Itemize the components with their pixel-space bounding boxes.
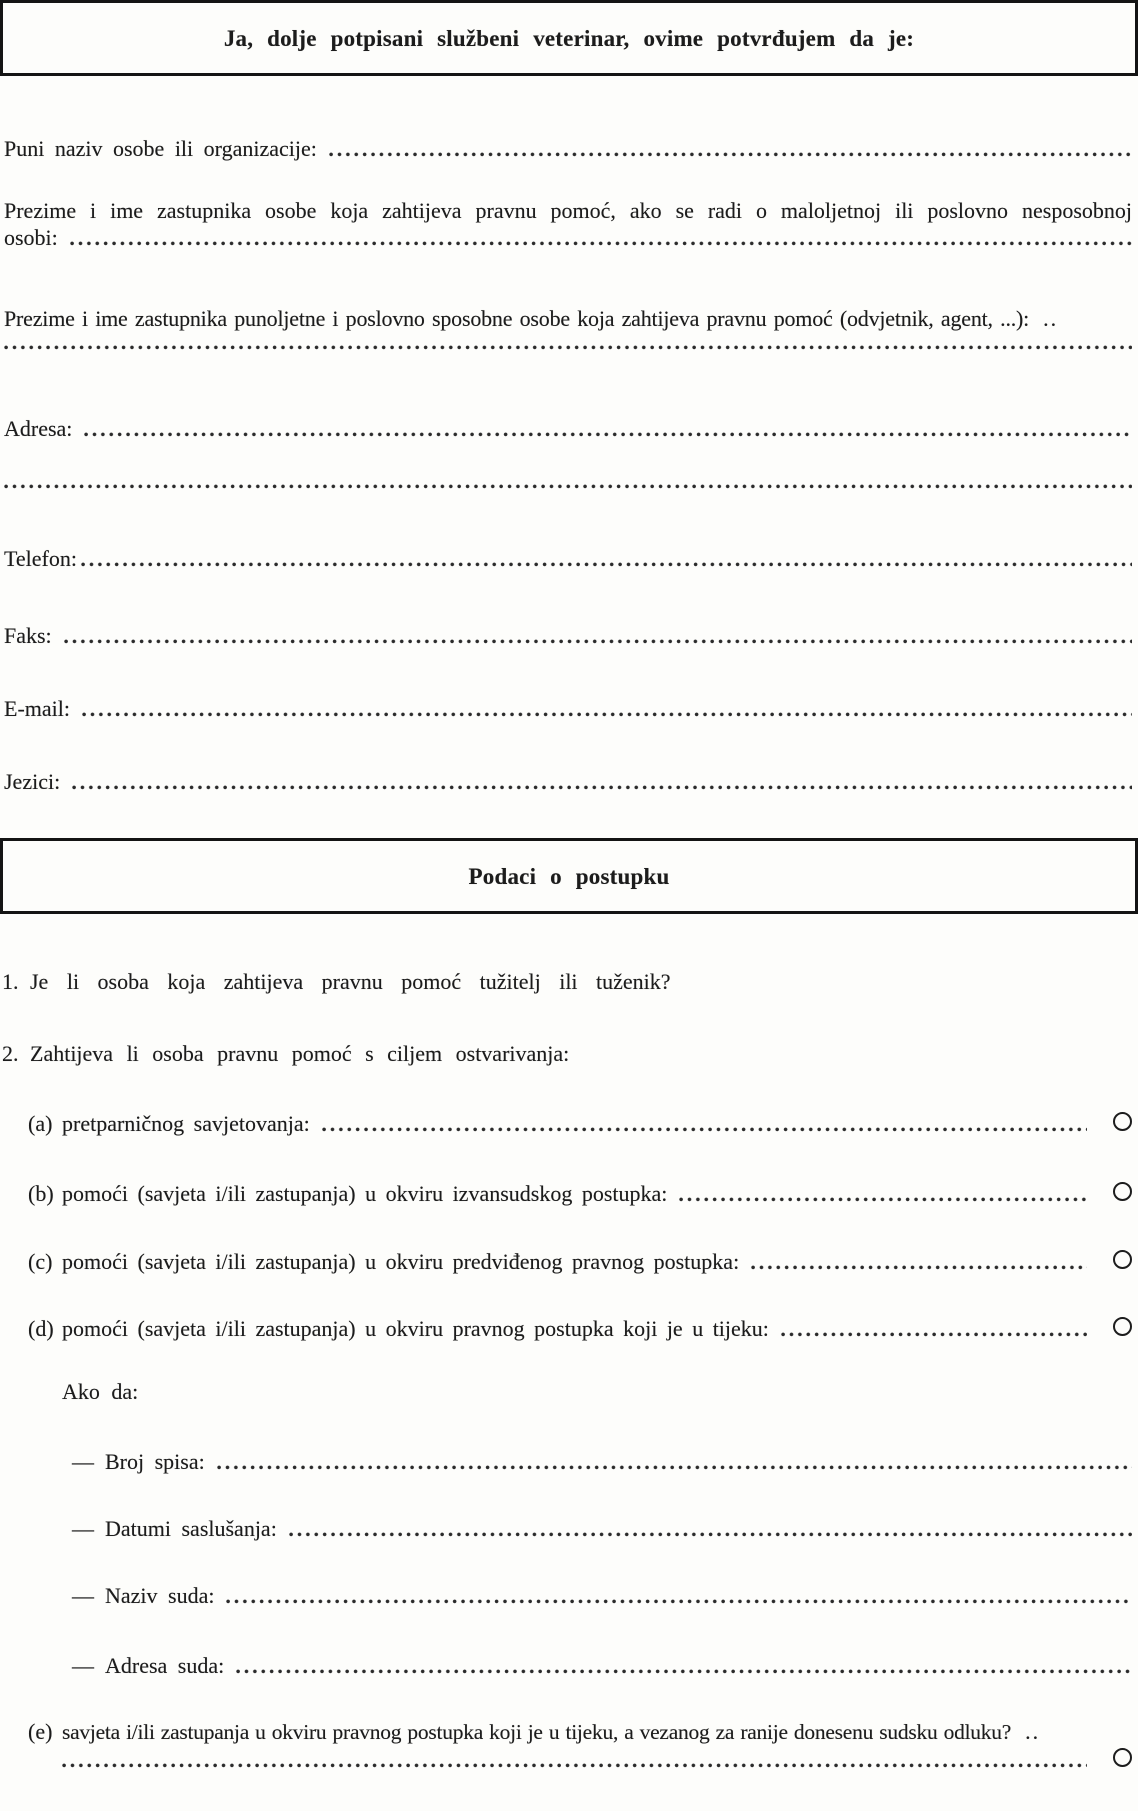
option-e-line1 xyxy=(28,1718,1132,1746)
field-phone xyxy=(4,545,1132,572)
adult-representative-trail-dots: .. xyxy=(1043,306,1059,331)
phone-input-line[interactable] xyxy=(81,561,1132,568)
address-input-line[interactable] xyxy=(84,431,1132,438)
dash-icon: — xyxy=(72,1653,94,1678)
adult-representative-label: Prezime i ime zastupnika punoljetne i poslovno sposobne osobe koja zahtijeva pravnu pomoć (odvjetnik, agent, ...): xyxy=(4,306,1030,331)
field-court-name-label: Naziv suda: xyxy=(105,1583,215,1608)
field-fax-label: Faks: xyxy=(4,623,52,648)
field-court-address-label: Adresa suda: xyxy=(105,1653,225,1678)
option-e-trail-dots: .. xyxy=(1025,1719,1041,1744)
address-input-line2[interactable] xyxy=(4,483,1132,490)
adult-representative-input-line[interactable] xyxy=(4,344,1132,351)
email-input-line[interactable] xyxy=(82,711,1132,718)
option-e-text: savjeta i/ili zastupanja u okviru pravnog postupka koji je u tijeku, a vezanog za ranije donesenu sudsku odluku? xyxy=(62,1720,1012,1744)
question-2-number: 2. xyxy=(2,1041,19,1066)
dash-icon: — xyxy=(72,1583,94,1608)
court-name-input-line[interactable] xyxy=(226,1598,1132,1605)
option-b-circle[interactable] xyxy=(1113,1182,1132,1201)
option-b xyxy=(28,1180,1132,1207)
field-languages xyxy=(4,768,1132,795)
dash-icon: — xyxy=(72,1516,94,1541)
option-b-input-line[interactable] xyxy=(679,1196,1087,1203)
field-languages-label: Jezici: xyxy=(4,769,61,794)
certify-header-title: Ja, dolje potpisani službeni veterinar, ovime potvrđujem da je: xyxy=(223,25,915,51)
field-minor-representative xyxy=(0,197,1138,251)
question-1 xyxy=(2,968,1132,995)
minor-representative-label2: osobi: xyxy=(4,225,58,250)
field-hearing-dates-label: Datumi saslušanja: xyxy=(105,1516,277,1541)
option-d-marker: (d) xyxy=(28,1316,54,1341)
question-1-text: Je li osoba koja zahtijeva pravnu pomoć tužitelj ili tuženik? xyxy=(30,969,671,994)
adult-representative-line1 xyxy=(4,305,1132,332)
field-full-name-label: Puni naziv osobe ili organizacije: xyxy=(4,136,317,161)
option-a-text: pretparničnog savjetovanja: xyxy=(62,1111,310,1136)
option-a-input-line[interactable] xyxy=(322,1126,1087,1133)
option-a xyxy=(28,1110,1132,1137)
option-e-line2 xyxy=(62,1746,1132,1773)
option-c xyxy=(28,1248,1132,1275)
field-address-label: Adresa: xyxy=(4,416,73,441)
certify-header-box xyxy=(0,0,1138,76)
if-yes-label: Ako da: xyxy=(62,1379,139,1404)
procedure-section-box xyxy=(0,838,1138,914)
field-adult-representative xyxy=(0,305,1138,351)
option-d-input-line[interactable] xyxy=(781,1331,1087,1338)
field-case-number-label: Broj spisa: xyxy=(105,1449,205,1474)
languages-input-line[interactable] xyxy=(72,784,1132,791)
hearing-dates-input-line[interactable] xyxy=(289,1531,1132,1538)
minor-representative-line2 xyxy=(4,224,1132,251)
field-address xyxy=(4,415,1132,442)
field-court-name xyxy=(72,1582,1132,1609)
option-d-circle[interactable] xyxy=(1113,1317,1132,1336)
option-c-text: pomoći (savjeta i/ili zastupanja) u okviru predviđenog pravnog postupka: xyxy=(62,1249,740,1274)
minor-representative-input-line[interactable] xyxy=(70,240,1132,247)
field-email-label: E-mail: xyxy=(4,696,70,721)
option-b-marker: (b) xyxy=(28,1181,54,1206)
field-hearing-dates xyxy=(72,1515,1132,1542)
option-b-text: pomoći (savjeta i/ili zastupanja) u okviru izvansudskog postupka: xyxy=(62,1181,668,1206)
field-phone-label: Telefon: xyxy=(4,546,77,571)
option-e xyxy=(0,1718,1138,1773)
field-full-name xyxy=(4,135,1132,162)
option-e-marker: (e) xyxy=(28,1719,53,1744)
question-2 xyxy=(2,1040,1132,1067)
minor-representative-line1: Prezime i ime zastupnika osobe koja zahtijeva pravnu pomoć, ako se radi o maloljetnoj ili poslovno nesposobnoj xyxy=(4,198,1132,223)
option-a-circle[interactable] xyxy=(1113,1112,1132,1131)
option-d xyxy=(28,1315,1132,1342)
option-a-marker: (a) xyxy=(28,1111,53,1136)
option-e-circle[interactable] xyxy=(1113,1748,1132,1767)
option-d-text: pomoći (savjeta i/ili zastupanja) u okviru pravnog postupka koji je u tijeku: xyxy=(62,1316,769,1341)
option-c-input-line[interactable] xyxy=(751,1264,1087,1271)
field-email xyxy=(4,695,1132,722)
question-1-number: 1. xyxy=(2,969,19,994)
field-court-address xyxy=(72,1652,1132,1679)
court-address-input-line[interactable] xyxy=(236,1668,1132,1675)
field-fax xyxy=(4,622,1132,649)
procedure-section-title: Podaci o postupku xyxy=(468,863,670,889)
dash-icon: — xyxy=(72,1449,94,1474)
option-c-marker: (c) xyxy=(28,1249,53,1274)
option-c-circle[interactable] xyxy=(1113,1250,1132,1269)
full-name-input-line[interactable] xyxy=(329,151,1132,158)
case-number-input-line[interactable] xyxy=(217,1464,1132,1471)
option-e-input-line[interactable] xyxy=(62,1762,1087,1769)
field-case-number xyxy=(72,1448,1132,1475)
question-2-text: Zahtijeva li osoba pravnu pomoć s ciljem ostvarivanja: xyxy=(30,1041,570,1066)
fax-input-line[interactable] xyxy=(64,638,1132,645)
